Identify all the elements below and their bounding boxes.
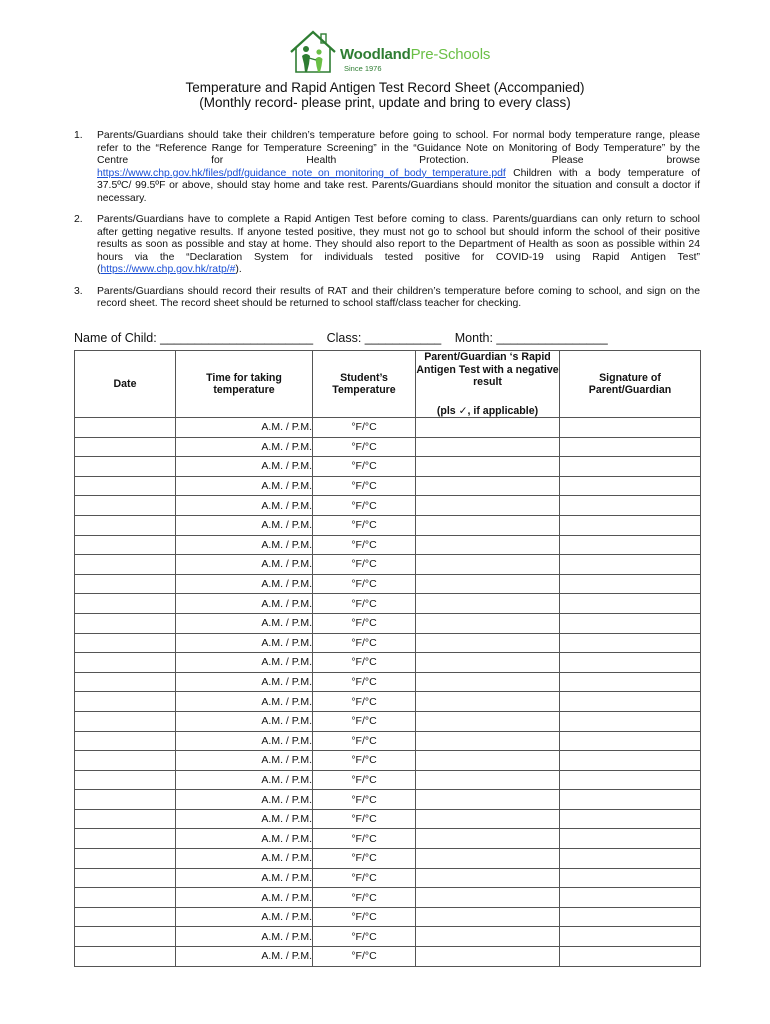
table-row bbox=[75, 947, 701, 967]
table-row bbox=[75, 418, 701, 438]
date-cell[interactable] bbox=[75, 927, 176, 947]
temperature-cell[interactable]: °F/°C bbox=[313, 927, 416, 947]
date-cell[interactable] bbox=[75, 594, 176, 614]
signature-cell[interactable] bbox=[560, 613, 701, 633]
header-rat-note: (pls ✓, if applicable) bbox=[436, 404, 539, 417]
temperature-cell[interactable]: °F/°C bbox=[313, 594, 416, 614]
date-cell[interactable] bbox=[75, 437, 176, 457]
date-cell[interactable] bbox=[75, 907, 176, 927]
date-cell[interactable] bbox=[75, 751, 176, 771]
time-cell[interactable]: A.M. / P.M. bbox=[176, 476, 313, 496]
time-cell[interactable]: A.M. / P.M. bbox=[176, 457, 313, 477]
temperature-cell[interactable]: °F/°C bbox=[313, 868, 416, 888]
month-field[interactable]: Month: ________________ bbox=[454, 331, 608, 345]
table-row bbox=[75, 731, 701, 751]
signature-cell[interactable] bbox=[560, 829, 701, 849]
rat-check-cell[interactable] bbox=[416, 907, 560, 927]
date-cell[interactable] bbox=[75, 555, 176, 575]
rat-check-cell[interactable] bbox=[416, 418, 560, 438]
time-cell[interactable]: A.M. / P.M. bbox=[176, 633, 313, 653]
date-cell[interactable] bbox=[75, 849, 176, 869]
date-cell[interactable] bbox=[75, 535, 176, 555]
temperature-cell[interactable]: °F/°C bbox=[313, 613, 416, 633]
signature-cell[interactable] bbox=[560, 947, 701, 967]
header-time: Time for taking temperature bbox=[176, 351, 313, 418]
time-cell[interactable]: A.M. / P.M. bbox=[176, 790, 313, 810]
instruction-link[interactable]: https://www.chp.gov.hk/ratp/# bbox=[100, 264, 236, 275]
temperature-cell[interactable]: °F/°C bbox=[313, 692, 416, 712]
instruction-number: 1. bbox=[74, 130, 83, 141]
table-row bbox=[75, 574, 701, 594]
date-cell[interactable] bbox=[75, 457, 176, 477]
table-row bbox=[75, 496, 701, 516]
signature-cell[interactable] bbox=[560, 555, 701, 575]
signature-cell[interactable] bbox=[560, 457, 701, 477]
time-cell[interactable]: A.M. / P.M. bbox=[176, 496, 313, 516]
time-cell[interactable]: A.M. / P.M. bbox=[176, 888, 313, 908]
date-cell[interactable] bbox=[75, 672, 176, 692]
temperature-cell[interactable]: °F/°C bbox=[313, 731, 416, 751]
rat-check-cell[interactable] bbox=[416, 515, 560, 535]
instruction-item bbox=[74, 286, 700, 311]
school-logo bbox=[288, 28, 491, 76]
rat-check-cell[interactable] bbox=[416, 790, 560, 810]
signature-cell[interactable] bbox=[560, 711, 701, 731]
date-cell[interactable] bbox=[75, 711, 176, 731]
time-cell[interactable]: A.M. / P.M. bbox=[176, 437, 313, 457]
temperature-cell[interactable]: °F/°C bbox=[313, 751, 416, 771]
table-row bbox=[75, 711, 701, 731]
rat-check-cell[interactable] bbox=[416, 849, 560, 869]
date-cell[interactable] bbox=[75, 476, 176, 496]
table-row bbox=[75, 613, 701, 633]
temperature-cell[interactable]: °F/°C bbox=[313, 809, 416, 829]
instruction-link[interactable]: https://www.chp.gov.hk/files/pdf/guidance_note_on_monitoring_of_body_temperature.pdf bbox=[97, 167, 506, 179]
rat-check-cell[interactable] bbox=[416, 574, 560, 594]
rat-check-cell[interactable] bbox=[416, 947, 560, 967]
time-cell[interactable]: A.M. / P.M. bbox=[176, 711, 313, 731]
record-table bbox=[74, 350, 701, 967]
table-row bbox=[75, 692, 701, 712]
time-cell[interactable]: A.M. / P.M. bbox=[176, 692, 313, 712]
time-cell[interactable]: A.M. / P.M. bbox=[176, 751, 313, 771]
temperature-cell[interactable]: °F/°C bbox=[313, 476, 416, 496]
date-cell[interactable] bbox=[75, 692, 176, 712]
temperature-cell[interactable]: °F/°C bbox=[313, 437, 416, 457]
instruction-text-continued: ). bbox=[235, 264, 242, 275]
temperature-cell[interactable]: °F/°C bbox=[313, 496, 416, 516]
table-row bbox=[75, 790, 701, 810]
header-signature: Signature of Parent/Guardian bbox=[560, 351, 701, 418]
header-date: Date bbox=[75, 351, 176, 418]
table-row bbox=[75, 927, 701, 947]
signature-cell[interactable] bbox=[560, 437, 701, 457]
time-cell[interactable]: A.M. / P.M. bbox=[176, 594, 313, 614]
signature-cell[interactable] bbox=[560, 535, 701, 555]
table-row bbox=[75, 476, 701, 496]
table-row bbox=[75, 653, 701, 673]
signature-cell[interactable] bbox=[560, 672, 701, 692]
table-row bbox=[75, 770, 701, 790]
signature-cell[interactable] bbox=[560, 927, 701, 947]
temperature-cell[interactable]: °F/°C bbox=[313, 555, 416, 575]
time-cell[interactable]: A.M. / P.M. bbox=[176, 418, 313, 438]
signature-cell[interactable] bbox=[560, 907, 701, 927]
header-temperature: Student’s Temperature bbox=[313, 351, 416, 418]
instruction-number: 2. bbox=[74, 214, 83, 225]
temperature-cell[interactable]: °F/°C bbox=[313, 574, 416, 594]
table-row bbox=[75, 555, 701, 575]
instructions-list bbox=[74, 130, 700, 320]
header-rat bbox=[416, 351, 560, 418]
date-cell[interactable] bbox=[75, 653, 176, 673]
header-rat-label: Parent/Guardian ‘s Rapid Antigen Test with a negative result bbox=[416, 351, 559, 388]
sheet-subtitle: (Monthly record- please print, update and bring to every class) bbox=[199, 95, 571, 110]
signature-cell[interactable] bbox=[560, 809, 701, 829]
temperature-cell[interactable]: °F/°C bbox=[313, 457, 416, 477]
temperature-cell[interactable]: °F/°C bbox=[313, 535, 416, 555]
time-cell[interactable]: A.M. / P.M. bbox=[176, 947, 313, 967]
rat-check-cell[interactable] bbox=[416, 535, 560, 555]
class-field[interactable]: Class: ___________ bbox=[326, 331, 442, 345]
rat-check-cell[interactable] bbox=[416, 555, 560, 575]
house-family-icon bbox=[288, 28, 338, 74]
time-cell[interactable]: A.M. / P.M. bbox=[176, 849, 313, 869]
table-row bbox=[75, 594, 701, 614]
time-cell[interactable]: A.M. / P.M. bbox=[176, 927, 313, 947]
date-cell[interactable] bbox=[75, 809, 176, 829]
form-fields bbox=[74, 331, 618, 345]
rat-check-cell[interactable] bbox=[416, 496, 560, 516]
table-row bbox=[75, 457, 701, 477]
school-name: WoodlandPre-Schools bbox=[340, 46, 491, 63]
date-cell[interactable] bbox=[75, 770, 176, 790]
table-row bbox=[75, 849, 701, 869]
temperature-cell[interactable]: °F/°C bbox=[313, 888, 416, 908]
signature-cell[interactable] bbox=[560, 594, 701, 614]
date-cell[interactable] bbox=[75, 888, 176, 908]
signature-cell[interactable] bbox=[560, 731, 701, 751]
table-row bbox=[75, 672, 701, 692]
table-row bbox=[75, 437, 701, 457]
rat-check-cell[interactable] bbox=[416, 711, 560, 731]
time-cell[interactable]: A.M. / P.M. bbox=[176, 868, 313, 888]
instruction-item bbox=[74, 214, 700, 277]
signature-cell[interactable] bbox=[560, 790, 701, 810]
time-cell[interactable]: A.M. / P.M. bbox=[176, 653, 313, 673]
temperature-cell[interactable]: °F/°C bbox=[313, 653, 416, 673]
time-cell[interactable]: A.M. / P.M. bbox=[176, 574, 313, 594]
rat-check-cell[interactable] bbox=[416, 672, 560, 692]
date-cell[interactable] bbox=[75, 515, 176, 535]
signature-cell[interactable] bbox=[560, 868, 701, 888]
signature-cell[interactable] bbox=[560, 770, 701, 790]
table-header-row bbox=[75, 351, 701, 418]
time-cell[interactable]: A.M. / P.M. bbox=[176, 672, 313, 692]
date-cell[interactable] bbox=[75, 868, 176, 888]
table-row bbox=[75, 809, 701, 829]
date-cell[interactable] bbox=[75, 418, 176, 438]
rat-check-cell[interactable] bbox=[416, 809, 560, 829]
child-name-field[interactable]: Name of Child: ______________________ bbox=[74, 331, 314, 345]
signature-cell[interactable] bbox=[560, 692, 701, 712]
date-cell[interactable] bbox=[75, 613, 176, 633]
date-cell[interactable] bbox=[75, 731, 176, 751]
time-cell[interactable]: A.M. / P.M. bbox=[176, 829, 313, 849]
date-cell[interactable] bbox=[75, 574, 176, 594]
temperature-cell[interactable]: °F/°C bbox=[313, 672, 416, 692]
time-cell[interactable]: A.M. / P.M. bbox=[176, 613, 313, 633]
temperature-cell[interactable]: °F/°C bbox=[313, 418, 416, 438]
table-row bbox=[75, 535, 701, 555]
date-cell[interactable] bbox=[75, 790, 176, 810]
table-row bbox=[75, 888, 701, 908]
time-cell[interactable]: A.M. / P.M. bbox=[176, 535, 313, 555]
signature-cell[interactable] bbox=[560, 888, 701, 908]
table-row bbox=[75, 515, 701, 535]
sheet-title: Temperature and Rapid Antigen Test Record Sheet (Accompanied) bbox=[185, 80, 585, 95]
rat-check-cell[interactable] bbox=[416, 888, 560, 908]
date-cell[interactable] bbox=[75, 829, 176, 849]
table-row bbox=[75, 633, 701, 653]
rat-check-cell[interactable] bbox=[416, 692, 560, 712]
school-since: Since 1976 bbox=[344, 64, 382, 73]
temperature-cell[interactable]: °F/°C bbox=[313, 633, 416, 653]
time-cell[interactable]: A.M. / P.M. bbox=[176, 809, 313, 829]
rat-check-cell[interactable] bbox=[416, 476, 560, 496]
temperature-cell[interactable]: °F/°C bbox=[313, 770, 416, 790]
signature-cell[interactable] bbox=[560, 418, 701, 438]
temperature-cell[interactable]: °F/°C bbox=[313, 790, 416, 810]
temperature-cell[interactable]: °F/°C bbox=[313, 711, 416, 731]
rat-check-cell[interactable] bbox=[416, 751, 560, 771]
rat-check-cell[interactable] bbox=[416, 613, 560, 633]
rat-check-cell[interactable] bbox=[416, 594, 560, 614]
table-row bbox=[75, 829, 701, 849]
date-cell[interactable] bbox=[75, 496, 176, 516]
time-cell[interactable]: A.M. / P.M. bbox=[176, 555, 313, 575]
rat-check-cell[interactable] bbox=[416, 829, 560, 849]
signature-cell[interactable] bbox=[560, 496, 701, 516]
instruction-text: Parents/Guardians should record their results of RAT and their children’s temperature before coming to school, and sign on the record sheet. The record sheet should be returned to school staff/class teacher for checking. bbox=[97, 285, 700, 309]
temperature-cell[interactable]: °F/°C bbox=[313, 515, 416, 535]
signature-cell[interactable] bbox=[560, 653, 701, 673]
time-cell[interactable]: A.M. / P.M. bbox=[176, 731, 313, 751]
temperature-cell[interactable]: °F/°C bbox=[313, 829, 416, 849]
table-row bbox=[75, 868, 701, 888]
instruction-text: Parents/Guardians should take their children’s temperature before going to school. For normal body temperature range, please refer to the “Reference Range for Temperature Screening” in the “Guidance Note on Monitoring of Body Temperature” by the Centre for Health Protection. Please browse bbox=[97, 130, 700, 166]
rat-check-cell[interactable] bbox=[416, 437, 560, 457]
rat-check-cell[interactable] bbox=[416, 731, 560, 751]
temperature-cell[interactable]: °F/°C bbox=[313, 907, 416, 927]
temperature-cell[interactable]: °F/°C bbox=[313, 947, 416, 967]
instruction-text-continued: Children with a body temperature of 37.5ºC/ 99.5ºF or above, should stay home and take rest. Parents/Guardians should monitor the situation and consult a doctor if necessary. bbox=[97, 167, 700, 204]
table-row bbox=[75, 907, 701, 927]
instruction-number: 3. bbox=[74, 285, 83, 297]
rat-check-cell[interactable] bbox=[416, 927, 560, 947]
instruction-item bbox=[74, 130, 700, 205]
time-cell[interactable]: A.M. / P.M. bbox=[176, 515, 313, 535]
rat-check-cell[interactable] bbox=[416, 633, 560, 653]
rat-check-cell[interactable] bbox=[416, 457, 560, 477]
signature-cell[interactable] bbox=[560, 633, 701, 653]
table-row bbox=[75, 751, 701, 771]
rat-check-cell[interactable] bbox=[416, 653, 560, 673]
date-cell[interactable] bbox=[75, 947, 176, 967]
rat-check-cell[interactable] bbox=[416, 770, 560, 790]
time-cell[interactable]: A.M. / P.M. bbox=[176, 770, 313, 790]
signature-cell[interactable] bbox=[560, 751, 701, 771]
signature-cell[interactable] bbox=[560, 849, 701, 869]
temperature-cell[interactable]: °F/°C bbox=[313, 849, 416, 869]
instruction-text: Parents/Guardians have to complete a Rapid Antigen Test before coming to class. Parents/guardians can only return to school after getting negative results. If anyone tested positive, they must not go to school but should inform the school of their positive results as soon as possible and stay at home. They should also report to the Department of Health as soon as possible within 24 hours via the “Declaration System for individuals tested positive for COVID-19 using Rapid Antigen Test” ( bbox=[97, 214, 700, 275]
date-cell[interactable] bbox=[75, 633, 176, 653]
signature-cell[interactable] bbox=[560, 515, 701, 535]
rat-check-cell[interactable] bbox=[416, 868, 560, 888]
signature-cell[interactable] bbox=[560, 574, 701, 594]
time-cell[interactable]: A.M. / P.M. bbox=[176, 907, 313, 927]
signature-cell[interactable] bbox=[560, 476, 701, 496]
